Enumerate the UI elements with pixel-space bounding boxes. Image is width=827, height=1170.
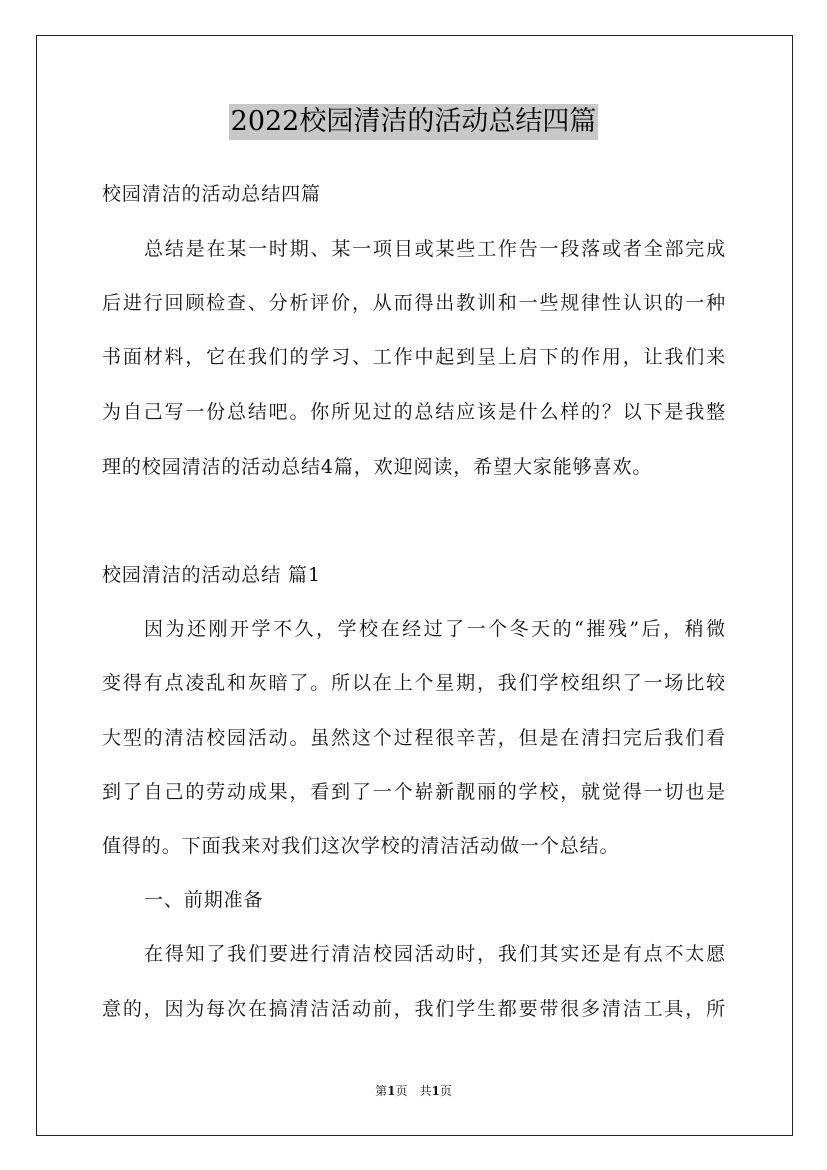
section-1-line-2: 变得有点凌乱和灰暗了。所以在上个星期，我们学校组织了一场比较 (102, 672, 726, 694)
section-1-line-3: 大型的清洁校园活动。虽然这个过程很辛苦，但是在清扫完后我们看 (102, 727, 726, 749)
page-footer (0, 1083, 827, 1099)
intro-line-5: 理的校园清洁的活动总结4篇，欢迎阅读，希望大家能够喜欢。 (102, 456, 653, 478)
document-subtitle: 校园清洁的活动总结四篇 (102, 183, 321, 205)
section-1-line-4: 到了自己的劳动成果，看到了一个崭新靓丽的学校，就觉得一切也是 (102, 781, 726, 803)
section-1-line-5: 值得的。下面我来对我们这次学校的清洁活动做一个总结。 (102, 835, 620, 857)
footer-page-suffix: 页 (439, 1084, 452, 1098)
document-title: 2022校园清洁的活动总结四篇 (229, 104, 599, 140)
intro-line-3: 书面材料，它在我们的学习、工作中起到呈上启下的作用，让我们来 (102, 346, 726, 368)
section-1-heading: 校园清洁的活动总结 篇1 (102, 564, 321, 586)
footer-page-total: 1 (431, 1084, 440, 1098)
subheading-preparation: 一、前期准备 (144, 889, 264, 911)
section-1-line-1: 因为还刚开学不久，学校在经过了一个冬天的“摧残”后，稍微 (144, 618, 726, 640)
footer-page-mid: 页 共 (395, 1084, 432, 1098)
intro-line-4: 为自己写一份总结吧。你所见过的总结应该是什么样的？以下是我整 (102, 401, 726, 423)
intro-line-2: 后进行回顾检查、分析评价，从而得出教训和一些规律性认识的一种 (102, 292, 726, 314)
footer-page-prefix: 第 (375, 1084, 388, 1098)
intro-line-1: 总结是在某一时期、某一项目或某些工作告一段落或者全部完成 (144, 238, 726, 260)
title-container (0, 104, 827, 140)
preparation-line-1: 在得知了我们要进行清洁校园活动时，我们其实还是有点不太愿 (144, 943, 726, 965)
preparation-line-2: 意的，因为每次在搞清洁活动前，我们学生都要带很多清洁工具，所 (102, 998, 726, 1020)
footer-page-current: 1 (387, 1084, 396, 1098)
